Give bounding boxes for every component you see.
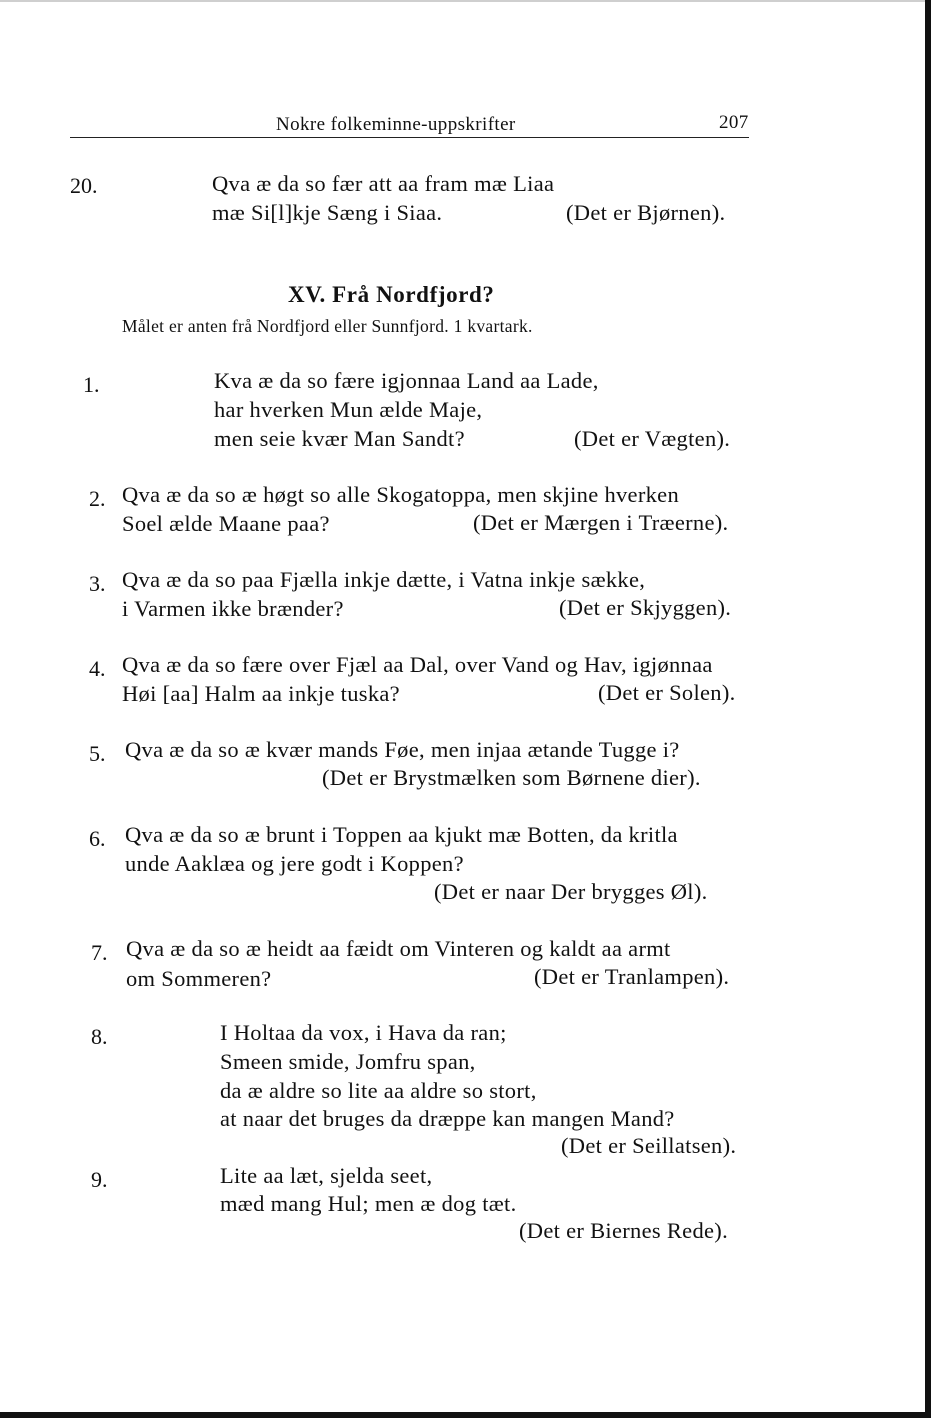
entry-20-answer: (Det er Bjørnen).	[566, 200, 726, 225]
riddle-8-line-1: I Holtaa da vox, i Hava da ran;	[220, 1020, 507, 1045]
riddle-6-line-1: Qva æ da so æ brunt i Toppen aa kjukt mæ Botten, da kritla	[125, 822, 678, 847]
riddle-5-line-1: Qva æ da so æ kvær mands Føe, men injaa ætande Tugge i?	[125, 737, 680, 762]
riddle-8-line-2: Smeen smide, Jomfru span,	[220, 1049, 476, 1074]
riddle-2-number: 2.	[89, 486, 106, 511]
scan-edge-bottom	[0, 1412, 931, 1418]
entry-20-line-1: Qva æ da so fær att aa fram mæ Liaa	[212, 171, 555, 196]
riddle-6-line-2: unde Aaklæa og jere godt i Koppen?	[125, 851, 464, 876]
riddle-7-answer: (Det er Tranlampen).	[534, 964, 730, 989]
entry-20-line-2: mæ Si[l]kje Sæng i Siaa.	[212, 200, 443, 225]
riddle-4-line-1: Qva æ da so fære over Fjæl aa Dal, over Vand og Hav, igjønnaa	[122, 652, 713, 677]
riddle-6-answer: (Det er naar Der brygges Øl).	[434, 879, 708, 904]
riddle-6-number: 6.	[89, 826, 106, 851]
riddle-8-line-4: at naar det bruges da dræppe kan mangen Mand?	[220, 1106, 675, 1131]
scan-edge-right	[925, 0, 931, 1418]
riddle-1-line-3: men seie kvær Man Sandt?	[214, 426, 465, 451]
running-title: Nokre folkeminne-uppskrifter	[276, 114, 516, 135]
riddle-8-answer: (Det er Seillatsen).	[561, 1133, 737, 1158]
riddle-9-answer: (Det er Biernes Rede).	[519, 1218, 729, 1243]
riddle-7-line-2: om Sommeren?	[126, 966, 272, 991]
riddle-7-line-1: Qva æ da so æ heidt aa fæidt om Vinteren og kaldt aa armt	[126, 936, 671, 961]
riddle-5-number: 5.	[89, 741, 106, 766]
riddle-8-line-3: da æ aldre so lite aa aldre so stort,	[220, 1078, 537, 1103]
scan-edge-top	[0, 0, 931, 2]
header-rule	[70, 137, 749, 138]
riddle-5-answer: (Det er Brystmælken som Børnene dier).	[322, 765, 701, 790]
entry-20-number: 20.	[70, 173, 98, 198]
riddle-3-line-1: Qva æ da so paa Fjælla inkje dætte, i Vatna inkje sække,	[122, 567, 646, 592]
riddle-9-line-2: mæd mang Hul; men æ dog tæt.	[220, 1191, 517, 1216]
riddle-2-answer: (Det er Mærgen i Træerne).	[473, 510, 729, 535]
riddle-8-number: 8.	[91, 1024, 108, 1049]
section-subtitle: Målet er anten frå Nordfjord eller Sunnfjord. 1 kvartark.	[122, 316, 533, 336]
riddle-1-line-2: har hverken Mun ælde Maje,	[214, 397, 483, 422]
riddle-2-line-1: Qva æ da so æ høgt so alle Skogatoppa, men skjine hverken	[122, 482, 680, 507]
riddle-2-line-2: Soel ælde Maane paa?	[122, 511, 330, 536]
riddle-9-number: 9.	[91, 1167, 108, 1192]
riddle-3-line-2: i Varmen ikke brænder?	[122, 596, 344, 621]
page-number: 207	[719, 112, 749, 133]
riddle-9-line-1: Lite aa læt, sjelda seet,	[220, 1163, 433, 1188]
riddle-3-number: 3.	[89, 571, 106, 596]
riddle-7-number: 7.	[91, 940, 108, 965]
riddle-1-number: 1.	[83, 372, 100, 397]
riddle-4-number: 4.	[89, 656, 106, 681]
riddle-1-answer: (Det er Vægten).	[574, 426, 731, 451]
riddle-3-answer: (Det er Skjyggen).	[559, 595, 732, 620]
riddle-4-answer: (Det er Solen).	[598, 680, 736, 705]
riddle-4-line-2: Høi [aa] Halm aa inkje tuska?	[122, 681, 400, 706]
riddle-1-line-1: Kva æ da so fære igjonnaa Land aa Lade,	[214, 368, 599, 393]
section-title: XV. Frå Nordfjord?	[288, 282, 495, 307]
